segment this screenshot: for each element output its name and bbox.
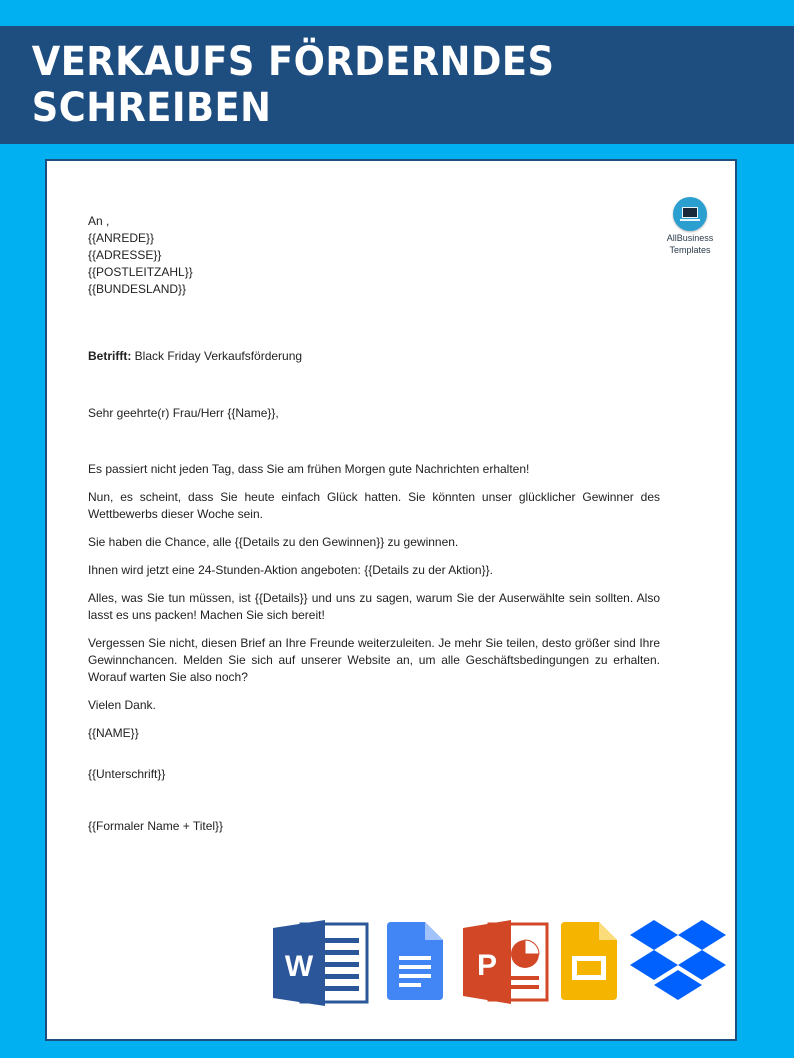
- subject-label: Betrifft:: [88, 349, 132, 363]
- paragraph: Nun, es scheint, dass Sie heute einfach Glück hatten. Sie könnten unser glücklicher Gewinner des Wettbewerbs dieser Woche sein.: [88, 490, 660, 521]
- svg-text:W: W: [284, 950, 314, 983]
- title-banner: [0, 26, 794, 144]
- powerpoint-icon[interactable]: [463, 918, 549, 1006]
- laptop-icon: [673, 197, 707, 231]
- address-line: {{ADRESSE}}: [88, 248, 162, 262]
- address-line: {{BUNDESLAND}}: [88, 282, 187, 296]
- formal-name: {{Formaler Name + Titel}}: [88, 819, 224, 833]
- address-line: An ,: [88, 214, 110, 228]
- signature: {{Unterschrift}}: [88, 767, 166, 781]
- letter-body: [88, 213, 660, 835]
- dropbox-icon[interactable]: [629, 918, 727, 1006]
- logo-text-line1: AllBusiness: [666, 233, 714, 243]
- subject-text: Black Friday Verkaufsförderung: [131, 349, 303, 363]
- paragraph: Alles, was Sie tun müssen, ist {{Details}} und uns zu sagen, warum Sie der Auserwählte sein sollten. Also lasst es uns packen! Machen Sie sich bereit!: [88, 591, 660, 622]
- logo-text-line2: Templates: [669, 245, 711, 255]
- closing: Vielen Dank.: [88, 698, 156, 712]
- word-icon[interactable]: [273, 918, 369, 1008]
- sender-name: {{NAME}}: [88, 726, 139, 740]
- svg-text:P: P: [476, 949, 498, 982]
- paragraph: Es passiert nicht jeden Tag, dass Sie am frühen Morgen gute Nachrichten erhalten!: [88, 462, 530, 476]
- paragraph: Sie haben die Chance, alle {{Details zu den Gewinnen}} zu gewinnen.: [88, 535, 459, 549]
- address-line: {{ANREDE}}: [88, 231, 155, 245]
- google-docs-icon[interactable]: [385, 918, 445, 1002]
- allbusiness-logo[interactable]: [660, 197, 720, 255]
- document-page: [45, 159, 737, 1041]
- paragraph: Ihnen wird jetzt eine 24-Stunden-Aktion angeboten: {{Details zu der Aktion}}.: [88, 563, 493, 577]
- google-slides-icon[interactable]: [559, 918, 619, 1002]
- address-block: [88, 213, 660, 298]
- salutation: Sehr geehrte(r) Frau/Herr {{Name}},: [88, 406, 279, 420]
- subject-line: [88, 348, 660, 365]
- paragraph: Vergessen Sie nicht, diesen Brief an Ihre Freunde weiterzuleiten. Je mehr Sie teilen, desto größer sind Ihre Gewinnchancen. Melden Sie sich auf unserer Website an, um alle Geschäftsbedingungen zu erhalten. Worauf warten Sie also noch?: [88, 636, 660, 684]
- page-title: VERKAUFS FÖRDERNDES SCHREIBEN: [31, 39, 555, 131]
- address-line: {{POSTLEITZAHL}}: [88, 265, 193, 279]
